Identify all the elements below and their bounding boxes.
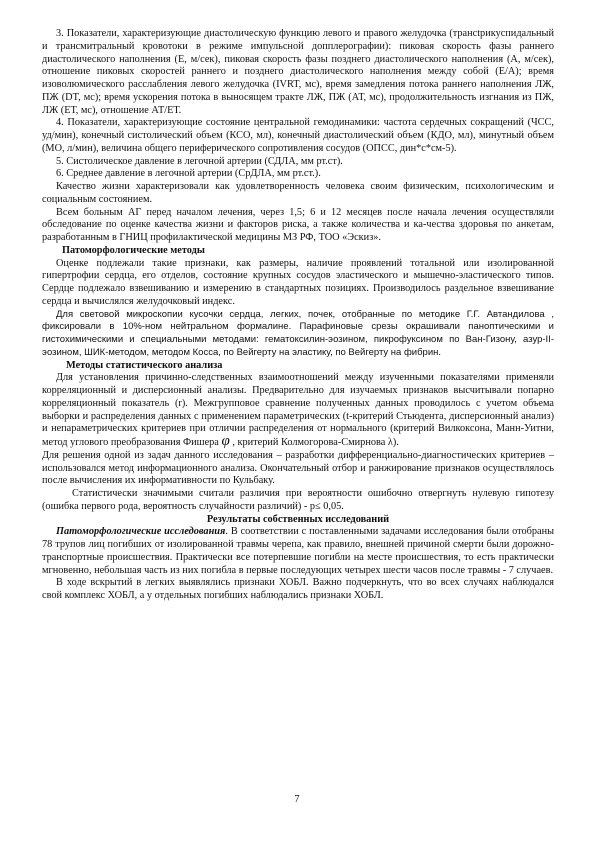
- paragraph-significance: Статистически значимыми считали различия при вероятности ошибочно отвергнуть нулевую гипотезу (ошибка первого рода, вероятность случайности различий) - p≤ 0,05.: [42, 488, 554, 512]
- paragraph-statistical-analysis: [42, 372, 554, 450]
- heading-statistical-methods: Методы статистического анализа: [66, 359, 223, 371]
- paragraph-mean-pressure: 6. Среднее давление в легочной артерии (СрДЛА, мм рт.ст.).: [56, 168, 321, 180]
- heading-results: Результаты собственных исследований: [206, 513, 390, 525]
- results-body: . В соответствии с поставленными задачами исследования были отобраны 78 трупов лиц погибших от изолированной травмы черепа, как правило, внешней причиной смерти были дорожно-транспортные происшествия. Практически все потерпевшие погибли на месте происшествия, то есть практически мгновенно, небольшая часть из них погибла в первые последующих четырех шести часов после травмы - 7 случаев.: [42, 526, 555, 576]
- statistical-analysis-text: Для установления причинно-следственных взаимоотношений между изученными показателями применяли корреляционный и дисперсионный анализы. Предварительно для изучаемых признаков высчитывали попарно корреляционный показатель (r). Межгрупповое сравнение полученных данных проводилось с учетом объема выборки и распределения данных с применением параметрических (t-критерий Стьюдента, дисперсионный анализ) и непараметрических критериев при отличии распределения от нормального (критерий Вилкоксона, Манн-Уитни, метод углового преобразования Фишера: [42, 372, 554, 448]
- results-lead-in: Патоморфологические исследования: [56, 526, 226, 538]
- paragraph-autopsy-findings: В ходе вскрытий в легких выявлялись признаки ХОБЛ. Важно подчеркнуть, что во всех случаях наблюдался свой комплекс ХОБЛ, а у отдельных погибших наблюдались признаки ХОБЛ.: [42, 577, 554, 601]
- paragraph-informational-analysis: Для решения одной из задач данного исследования – разработки дифференциально-диагностических критериев – использовался метод информационного анализа. Окончательный отбор и ранжирование признаков осуществлялось после вычисления их информативности по Кульбаку.: [42, 449, 554, 487]
- paragraph-microscopy: Для световой микроскопии кусочки сердца, легких, почек, отобранные по методике Г.Г. Автандилова , фиксировали в 10%-ном нейтральном формалине. Парафиновые срезы окрашивали паноптическими и гистохимическими и специальными методами: гематоксилин-эозином, пикрофуксином по Ван-Гизону, азур-II-эозином, ШИК-методом, методом Косса, по Вейгерту на эластику, по Вейгерту на фибрин.: [42, 308, 554, 358]
- page-content: [42, 28, 554, 603]
- paragraph-systolic-pressure: 5. Систолическое давление в легочной артерии (СДЛА, мм рт.ст).: [56, 155, 343, 167]
- statistical-analysis-tail: , критерий Колмогорова-Смирнова λ).: [232, 437, 399, 448]
- phi-symbol: φ: [221, 433, 230, 449]
- heading-pathomorphological-methods: Патоморфологические методы: [62, 244, 205, 256]
- page-number: 7: [294, 794, 300, 805]
- paragraph-results-pathomorphology: [42, 526, 554, 577]
- paragraph-hemodynamics: 4. Показатели, характеризующие состояние центральной гемодинамики: частота сердечных сокращений (ЧСС, уд/мин), конечный систолический объем (КСО, мл), конечный диастолический объем (КДО, мл), минутный объем (МО, л/мин), величина общего периферического сопротивления сосудов (ОПСС, дин*с*см-5).: [42, 117, 554, 154]
- paragraph-diastolic-indicators: 3. Показатели, характеризующие диастолическую функцию левого и правого желудочка (трансtрикуспидальный и трансмитральный кровотоки в режиме импульсной допплерографии): пиковая скорость фазы раннего диастолического наполнения (Е, м/сек), пиковая скорость фазы позднего диастолического наполнения (А, м/сек), отношение пиковых скоростей раннего и позднего диастолического наполнения между собой (Е/А); время изоволюмического расслабления левого желудочка (IVRT, мс), время замедления потока раннего наполнения ЛЖ, ПЖ (DT, мс); время ускорения потока в выносящем тракте ЛЖ, ПЖ (АТ, мс), продолжительность изгнания из ПЖ, ЛЖ (ЕТ, мс), отношение АТ/ЕТ.: [42, 28, 554, 116]
- paragraph-assessment: Оценке подлежали такие признаки, как размеры, наличие проявлений тотальной или изолированной гипертрофии сердца, его отделов, состояние крупных сосудов эластического и мышечно-эластического типов. Сердце подлежало взвешиванию и измерению в стандартных позициях. Производилось раздельное взвешивание сердца и вычислялся желудочковый индекс.: [42, 257, 554, 307]
- paragraph-quality-of-life: Качество жизни характеризовали как удовлетворенность человека своим физическим, психологическим и социальным состоянием.: [42, 181, 554, 205]
- paragraph-patients-examination: Всем больным АГ перед началом лечения, через 1,5; 6 и 12 месяцев после начала лечения осуществляли обследование по оценке качества жизни и факторов риска, а также количества и ка-чества здоровья по анкетам, разработанным в ГНИЦ профилактической медицины МЗ РФ, ТОО «Эскиз».: [42, 206, 554, 243]
